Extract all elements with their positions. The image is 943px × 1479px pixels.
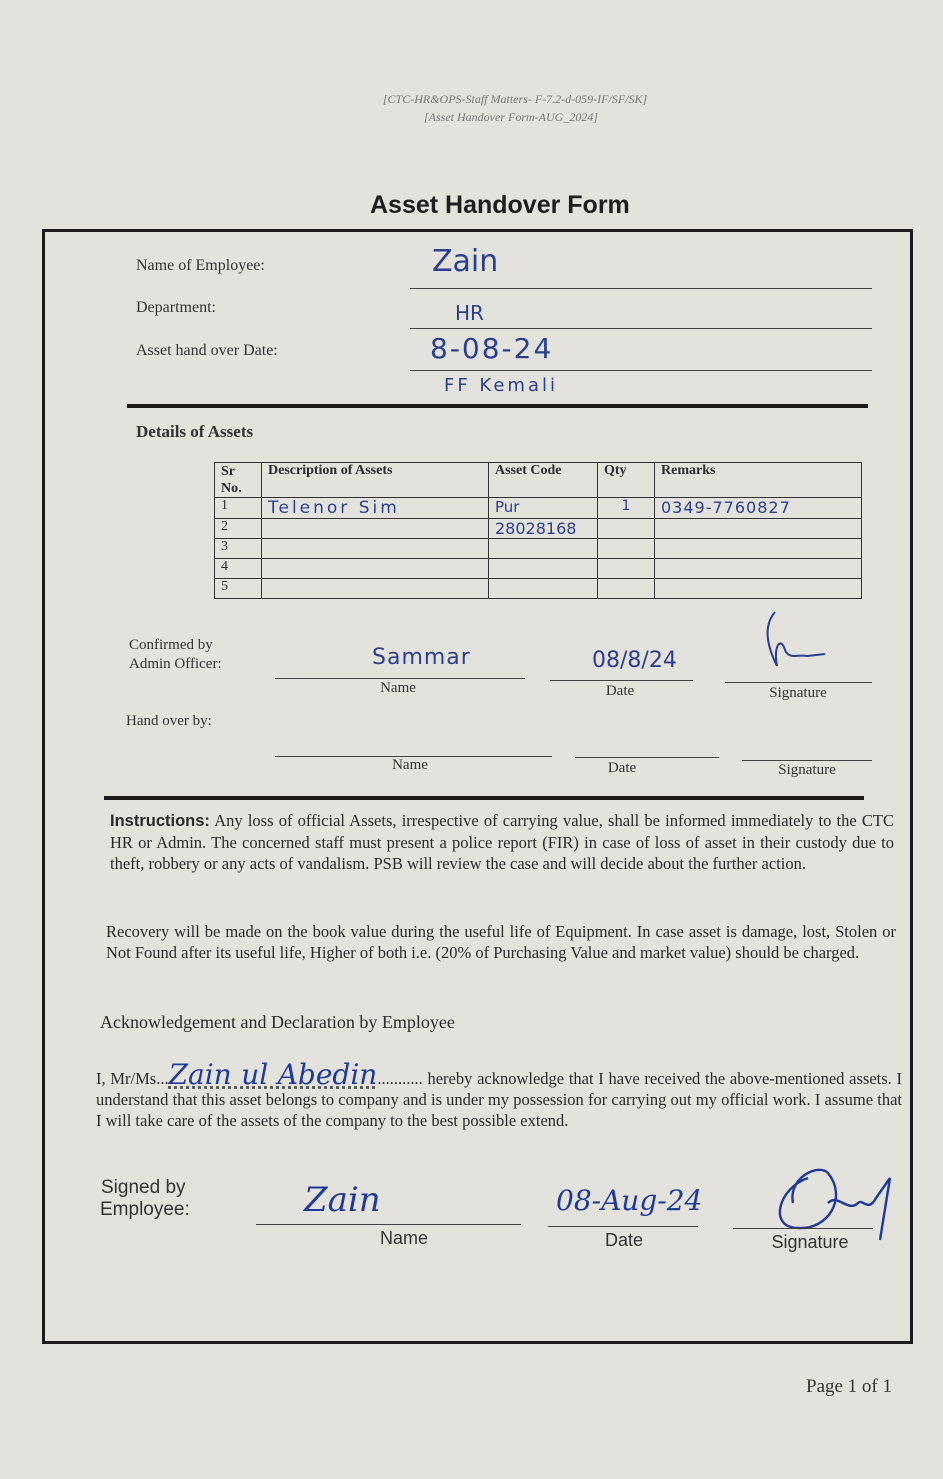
cell-qty — [598, 539, 655, 559]
admin-officer-date: 08/8/24 — [592, 648, 677, 673]
declaration-heading: Acknowledgement and Declaration by Employee — [100, 1012, 455, 1032]
signed-name-line — [256, 1224, 521, 1225]
cell-remarks — [655, 539, 862, 559]
assets-table — [214, 462, 862, 599]
employee-name-line — [410, 288, 872, 289]
cell-remarks — [655, 559, 862, 579]
signed-signature-line — [733, 1228, 873, 1229]
table-row — [215, 559, 862, 579]
cell-qty: 1 — [598, 498, 655, 519]
cell-qty — [598, 559, 655, 579]
handover-signature-line — [742, 760, 872, 761]
signed-name-caption: Name — [379, 1228, 428, 1248]
table-row — [215, 498, 862, 519]
cell-desc: Telenor Sim — [262, 498, 489, 519]
cell-desc — [262, 559, 489, 579]
handover-date-label: Asset hand over Date: — [136, 342, 278, 359]
admin-name-caption: Name — [380, 680, 416, 696]
handover-signature-caption: Signature — [778, 762, 836, 778]
table-row — [215, 519, 862, 539]
page-title: Asset Handover Form — [370, 191, 630, 219]
assets-table-header — [215, 463, 862, 498]
declaration-employee-name: Zain ul Abedin — [168, 1058, 378, 1091]
employee-name-label: Name of Employee: — [136, 257, 265, 274]
col-sr-no: Sr No. — [215, 463, 262, 498]
cell-code — [489, 579, 598, 599]
signed-date-caption: Date — [604, 1230, 644, 1250]
cell-code — [489, 559, 598, 579]
cell-qty — [598, 519, 655, 539]
location-note: FF Kemali — [444, 375, 558, 396]
admin-signature-line — [725, 682, 872, 683]
instructions-lead: Instructions: — [110, 812, 210, 830]
cell-desc — [262, 579, 489, 599]
page-number: Page 1 of 1 — [806, 1376, 893, 1397]
admin-date-line — [550, 680, 693, 681]
col-remarks: Remarks — [655, 463, 862, 498]
cell-remarks: 0349-7760827 — [655, 498, 862, 519]
declaration-prefix: I, Mr/Ms... — [96, 1069, 169, 1088]
table-row — [215, 579, 862, 599]
cell-sr: 3 — [215, 539, 262, 559]
admin-signature-caption: Signature — [769, 685, 827, 701]
section-divider — [127, 404, 868, 408]
cell-sr: 5 — [215, 579, 262, 599]
signed-by-label-line1: Signed by — [101, 1177, 186, 1198]
employee-signed-date: 08-Aug-24 — [556, 1184, 703, 1217]
declaration-text: hereby acknowledge that I have received the above-mentioned assets. I understand that this asset belongs to company and is under my possession for carrying out my official work. I assume that I will take care of the assets of the company to the best possible extend. — [96, 1069, 902, 1130]
cell-remarks — [655, 519, 862, 539]
instructions-text: Any loss of official Assets, irrespective of carrying value, shall be informed immediately to the CTC HR or Admin. The concerned staff must present a police report (FIR) in case of loss of asset in their custody due to theft, robbery or any acts of vandalism. PSB will review the case and will decide about the further action. — [110, 811, 894, 873]
recovery-paragraph: Recovery will be made on the book value during the useful life of Equipment. In case asset is damage, lost, Stolen or Not Found after its useful life, Higher of both i.e. (20% of Purchasing Value and market value) should be charged. — [106, 922, 896, 962]
cell-code: 28028168 — [489, 519, 598, 539]
confirmed-by-label: Confirmed by Admin Officer: — [129, 637, 222, 672]
cell-sr: 4 — [215, 559, 262, 579]
cell-desc — [262, 539, 489, 559]
handover-date-value: 8-08-24 — [430, 332, 554, 365]
declaration-paragraph — [96, 1058, 902, 1131]
col-description: Description of Assets — [262, 463, 489, 498]
department-label: Department: — [136, 299, 216, 316]
handover-date-caption: Date — [607, 760, 637, 776]
instructions-paragraph — [110, 810, 894, 874]
signed-signature-caption: Signature — [771, 1232, 849, 1252]
signed-date-line — [548, 1226, 698, 1227]
cell-qty — [598, 579, 655, 599]
col-qty: Qty — [598, 463, 655, 498]
admin-name-line — [275, 678, 525, 679]
table-row — [215, 539, 862, 559]
cell-code: Pur — [489, 498, 598, 519]
cell-desc — [262, 519, 489, 539]
department-value: HR — [455, 301, 484, 325]
admin-date-caption: Date — [605, 683, 635, 699]
cell-sr: 2 — [215, 519, 262, 539]
col-asset-code: Asset Code — [489, 463, 598, 498]
declaration-dots: ........... — [377, 1069, 423, 1088]
cell-code — [489, 539, 598, 559]
form-reference-version: [Asset Handover Form-AUG_2024] — [424, 110, 598, 124]
cell-sr: 1 — [215, 498, 262, 519]
employee-signed-name: Zain — [304, 1180, 381, 1220]
admin-officer-name: Sammar — [372, 645, 471, 670]
handover-date-line — [575, 757, 719, 758]
handover-name-caption: Name — [392, 757, 428, 773]
admin-officer-signature — [755, 606, 835, 678]
handover-by-label: Hand over by: — [126, 713, 212, 729]
employee-name-value: Zain — [432, 244, 499, 279]
department-line — [410, 328, 872, 329]
form-reference-code: [CTC-HR&OPS-Staff Matters- F-7.2-d-059-IF/SF/SK] — [382, 92, 648, 106]
instructions-divider — [104, 796, 864, 800]
assets-heading: Details of Assets — [136, 422, 254, 441]
signed-by-label-line2: Employee: — [100, 1199, 190, 1220]
handover-date-line — [410, 370, 872, 371]
cell-remarks — [655, 579, 862, 599]
